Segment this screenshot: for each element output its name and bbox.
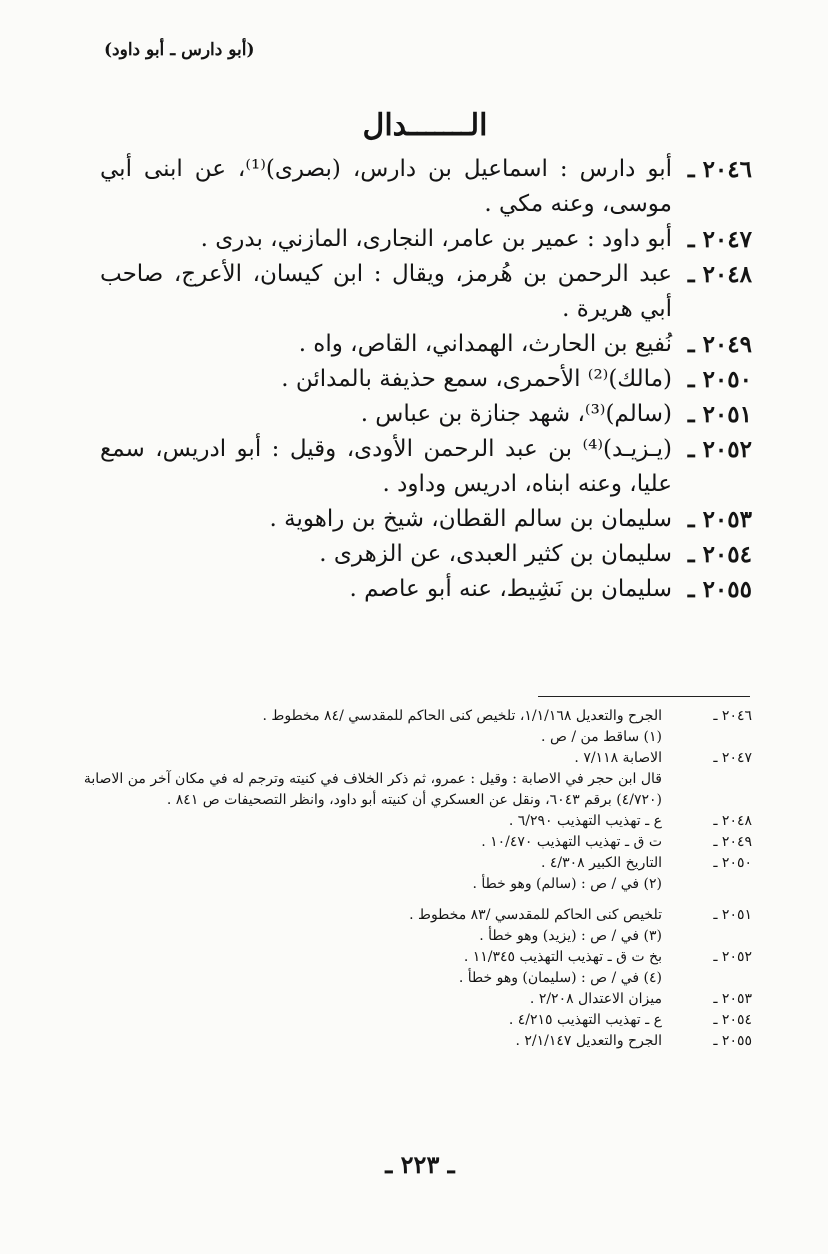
footnote-line: الجرح والتعديل ١/١/١٦٨، تلخيص كنى الحاكم للمقدسي /٨٤ مخطوط . [262,708,662,724]
entry-2048 [100,257,752,327]
footnote-2055 [90,1031,752,1052]
entry-text: (سالم)⁽³⁾، شهد جنازة بن عباس . [360,401,672,427]
footnote-text [90,811,662,832]
footnote-number: ٢٠٤٩ ـ [713,834,752,850]
footnote-2052 [90,947,752,989]
entry-number: ٢٠٤٩ ـ [687,331,752,358]
entry-number: ٢٠٥٣ ـ [687,506,752,533]
entry-2055 [100,572,752,607]
footnote-line: (٤) في / ص : (سليمان) وهو خطأ . [458,970,662,986]
entry-number: ٢٠٥١ ـ [687,401,752,428]
entry-text: سليمان بن نَشِيط، عنه أبو عاصم . [349,576,672,602]
footnote-text [90,1010,662,1031]
biography-entries [100,152,752,607]
entry-text: أبو داود : عمير بن عامر، النجارى، المازني، بدرى . [200,226,672,252]
footnote-line: تلخيص كنى الحاكم للمقدسي /٨٣ مخطوط . [409,907,662,923]
entry-number: ٢٠٤٦ ـ [687,156,752,183]
entry-text: نُفيع بن الحارث، الهمداني، القاص، واه . [298,331,672,357]
footnote-number: ٢٠٤٨ ـ [713,813,752,829]
footnote-line: بخ ت ق ـ تهذيب التهذيب ١١/٣٤٥ . [463,949,662,965]
footnote-line: (١) ساقط من / ص . [541,729,662,745]
footnote-line: الاصابة ٧/١١٨ . [574,750,662,766]
running-head: (أبو دارس ـ أبو داود) [104,40,255,60]
footnote-line: الجرح والتعديل ٢/١/١٤٧ . [515,1033,662,1049]
footnote-line: ع ـ تهذيب التهذيب ٦/٢٩٠ . [508,813,662,829]
entry-2049 [100,327,752,362]
footnote-line: ت ق ـ تهذيب التهذيب ١٠/٤٧٠ . [481,834,662,850]
section-title: الـــــــدال [362,108,488,143]
entry-2054 [100,537,752,572]
footnote-number: ٢٠٥١ ـ [713,907,752,923]
footnote-text [90,947,662,989]
footnote-2049 [90,832,752,853]
entry-text: أبو دارس : اسماعيل بن دارس، (بصرى)⁽¹⁾، عن ابنى أبي موسى، وعنه مكي . [100,156,672,217]
footnote-line: ميزان الاعتدال ٢/٢٠٨ . [529,991,662,1007]
footnote-number: ٢٠٥٠ ـ [713,855,752,871]
entry-number: ٢٠٥٥ ـ [687,576,752,603]
footnote-text [84,748,662,811]
entry-number: ٢٠٥٠ ـ [687,366,752,393]
entry-2053 [100,502,752,537]
entry-number: ٢٠٥٢ ـ [687,436,752,463]
entry-2047 [100,222,752,257]
entry-2052 [100,432,752,502]
footnote-text [90,706,662,748]
footnote-2048 [90,811,752,832]
footnote-2047 [83,748,752,811]
footnote-2054 [90,1010,752,1031]
footnote-line: (٤/٧٢٠) برقم ٦٠٤٣، ونقل عن العسكري أن كنيته أبو داود، وانظر التصحيفات ص ٨٤١ . [166,792,662,808]
footnote-text [90,853,662,895]
footnote-2050 [90,853,752,895]
entry-2050 [100,362,752,397]
footnote-text [90,989,662,1010]
footnote-2046 [90,706,752,748]
entry-text: (يـزيـد)⁽⁴⁾ بن عبد الرحمن الأودى، وقيل : أبو ادريس، سمع عليا، وعنه ابناه، ادريس وداود . [100,436,672,497]
footnotes [83,706,752,1052]
footnote-number: ٢٠٥٤ ـ [713,1012,752,1028]
footnote-divider [538,696,750,697]
entry-number: ٢٠٤٧ ـ [687,226,752,253]
entry-text: سليمان بن كثير العبدى، عن الزهرى . [319,541,672,567]
footnote-2051 [90,905,752,947]
entry-2046 [100,152,752,222]
entry-number: ٢٠٤٨ ـ [687,261,752,288]
footnote-number: ٢٠٥٣ ـ [713,991,752,1007]
footnote-text [90,905,662,947]
footnote-line: (٣) في / ص : (يزيد) وهو خطأ . [479,928,662,944]
footnote-line: التاريخ الكبير ٤/٣٠٨ . [540,855,662,871]
entry-text: (مالك)⁽²⁾ الأحمرى، سمع حذيفة بالمدائن . [281,366,672,392]
entry-text: عبد الرحمن بن هُرمز، ويقال : ابن كيسان، الأعرج، صاحب أبي هريرة . [100,261,672,322]
entry-2051 [100,397,752,432]
footnote-number: ٢٠٤٧ ـ [713,750,752,766]
footnote-text [90,1031,662,1052]
footnote-2053 [90,989,752,1010]
footnote-line: ع ـ تهذيب التهذيب ٤/٢١٥ . [508,1012,662,1028]
footnote-number: ٢٠٥٥ ـ [713,1033,752,1049]
footnote-line: (٢) في / ص : (سالم) وهو خطأ . [472,876,662,892]
entry-number: ٢٠٥٤ ـ [687,541,752,568]
footnote-text [90,832,662,853]
page-number: ـ ٢٢٣ ـ [385,1150,455,1179]
entry-text: سليمان بن سالم القطان، شيخ بن راهوية . [269,506,672,532]
footnote-number: ٢٠٥٢ ـ [713,949,752,965]
footnote-line: قال ابن حجر في الاصابة : وقيل : عمرو، ثم ذكر الخلاف في كنيته وترجم له في مكان آخر من الاصابة [83,771,662,787]
footnote-number: ٢٠٤٦ ـ [713,708,752,724]
